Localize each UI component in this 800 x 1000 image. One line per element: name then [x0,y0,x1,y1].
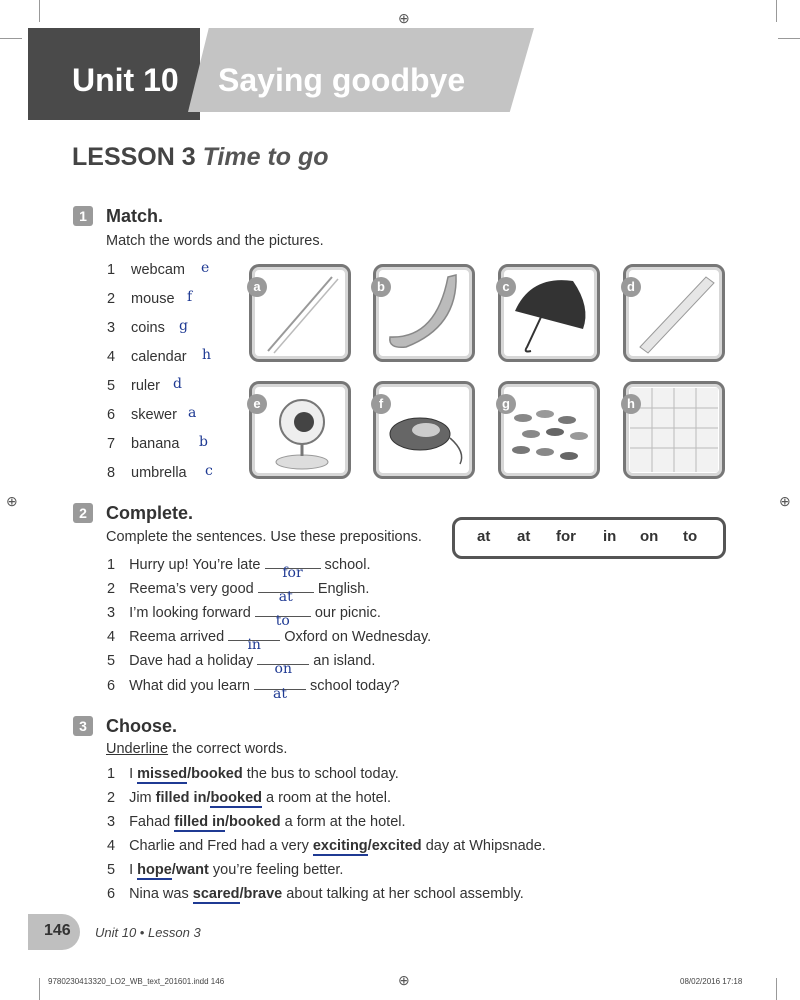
preposition: to [683,528,698,545]
lesson-subtitle: Time to go [202,143,329,171]
choice-row: 4 Charlie and Fred had a very exciting/excited day at Whipsnade. [107,838,546,854]
choice-option[interactable]: booked [191,766,243,782]
choice-option[interactable]: scared [192,886,240,902]
picture-letter: c [496,277,516,297]
section-instruction: Underline the correct words. [106,741,288,757]
choice-row: 1 I missed/booked the bus to school today. [107,766,399,782]
handwritten-answer: h [202,347,212,363]
sentence-row: 2 Reema’s very good at English. [107,581,370,605]
answer-blank[interactable] [254,686,306,702]
choice-row: 5 I hope/want you’re feeling better. [107,862,344,878]
handwritten-answer: c [205,463,213,479]
sentence-row: 6 What did you learn at school today? [107,678,400,702]
preposition: on [640,528,659,545]
choice-option[interactable]: booked [210,790,263,806]
picture-card-skewer [249,264,351,362]
answer-blank[interactable] [258,589,314,605]
sentence-row: 3 I’m looking forward to our picnic. [107,605,381,629]
choice-option[interactable]: excited [371,838,422,854]
picture-card-umbrella [498,264,600,362]
picture-letter: h [621,394,641,414]
running-head: Unit 10 • Lesson 3 [95,925,201,940]
registration-mark-icon: ⊕ [398,10,410,26]
picture-letter: d [621,277,641,297]
choice-option[interactable]: hope [137,862,172,878]
picture-letter: a [247,277,267,297]
handwritten-answer: at [278,589,293,605]
ruler-icon [626,267,722,359]
choice-option[interactable]: want [175,862,209,878]
section-title: Choose. [106,716,178,736]
skewer-icon [252,267,348,359]
answer-blank[interactable] [265,565,321,581]
picture-card-calendar [623,381,725,479]
crop-mark [776,978,777,1000]
banana-icon [376,267,472,359]
choice-option[interactable]: missed [137,766,188,782]
list-item: 4 calendar h [107,347,212,365]
section-number-badge: 2 [73,503,93,523]
section-title: Complete. [106,503,194,523]
handwritten-answer: to [275,613,290,629]
webcam-icon [252,384,348,476]
picture-card-webcam [249,381,351,479]
handwritten-answer: at [273,686,287,702]
list-item: 3 coins g [107,318,188,336]
choice-row: 3 Fahad filled in/booked a form at the hotel. [107,814,406,830]
handwritten-answer: for [282,565,303,581]
handwritten-answer: a [188,405,197,421]
handwritten-answer: d [173,376,182,392]
calendar-icon [626,384,722,476]
list-item: 6 skewer a [107,405,197,423]
handwritten-answer: b [199,434,208,450]
preposition: at [517,528,531,545]
crop-mark [778,38,800,39]
handwritten-answer: f [187,289,193,305]
list-item: 1 webcam e [107,260,210,278]
sentence-row: 4 Reema arrived in Oxford on Wednesday. [107,629,432,653]
registration-mark-icon: ⊕ [6,493,18,509]
registration-mark-icon: ⊕ [779,493,791,509]
registration-mark-icon: ⊕ [398,972,410,988]
crop-mark [39,978,40,1000]
choice-row: 2 Jim filled in/booked a room at the hotel. [107,790,391,806]
unit-label: Unit 10 [72,62,179,98]
list-item: 7 banana b [107,434,208,452]
page-number: 146 [44,922,71,939]
section-title: Match. [106,206,164,226]
handwritten-answer: g [179,318,188,334]
lesson-heading [72,143,329,172]
crop-mark [0,38,22,39]
answer-blank[interactable] [255,613,311,629]
choice-option[interactable]: filled in [155,790,207,806]
unit-title: Saying goodbye [218,62,466,98]
section-instruction: Complete the sentences. Use these prepositions. [106,529,422,545]
section-number-badge: 3 [73,716,93,736]
section-number-badge: 1 [73,206,93,226]
sentence-row: 1 Hurry up! You’re late for school. [107,557,371,581]
picture-letter: e [247,394,267,414]
crop-mark [776,0,777,22]
choice-option[interactable]: exciting [312,838,368,854]
section-instruction: Match the words and the pictures. [106,233,324,249]
list-item: 8 umbrella c [107,463,213,481]
list-item: 2 mouse f [107,289,193,307]
answer-blank[interactable] [228,637,280,653]
handwritten-answer: e [201,260,210,276]
crop-mark [39,0,40,22]
picture-letter: f [371,394,391,414]
mouse-icon [376,384,472,476]
choice-option[interactable]: brave [243,886,283,902]
coins-icon [501,384,597,476]
choice-option[interactable]: booked [229,814,281,830]
lesson-label: LESSON 3 [72,143,196,171]
choice-option[interactable]: filled in [174,814,225,830]
preposition: in [603,528,617,545]
choice-row: 6 Nina was scared/brave about talking at her school assembly. [107,886,524,902]
picture-card-ruler [623,264,725,362]
handwritten-answer: on [274,661,292,677]
list-item: 5 ruler d [107,376,182,394]
picture-card-mouse [373,381,475,479]
preposition: at [477,528,491,545]
preposition-box [452,517,726,559]
print-date: 08/02/2016 17:18 [680,977,743,986]
umbrella-icon [501,267,597,359]
file-info: 9780230413320_LO2_WB_text_201601.indd 146 [48,977,225,986]
preposition: for [556,528,576,545]
sentence-row: 5 Dave had a holiday on an island. [107,653,376,677]
answer-blank[interactable] [257,661,309,677]
picture-letter: g [496,394,516,414]
picture-card-coins [498,381,600,479]
picture-letter: b [371,277,391,297]
picture-card-banana [373,264,475,362]
handwritten-answer: in [247,637,261,653]
